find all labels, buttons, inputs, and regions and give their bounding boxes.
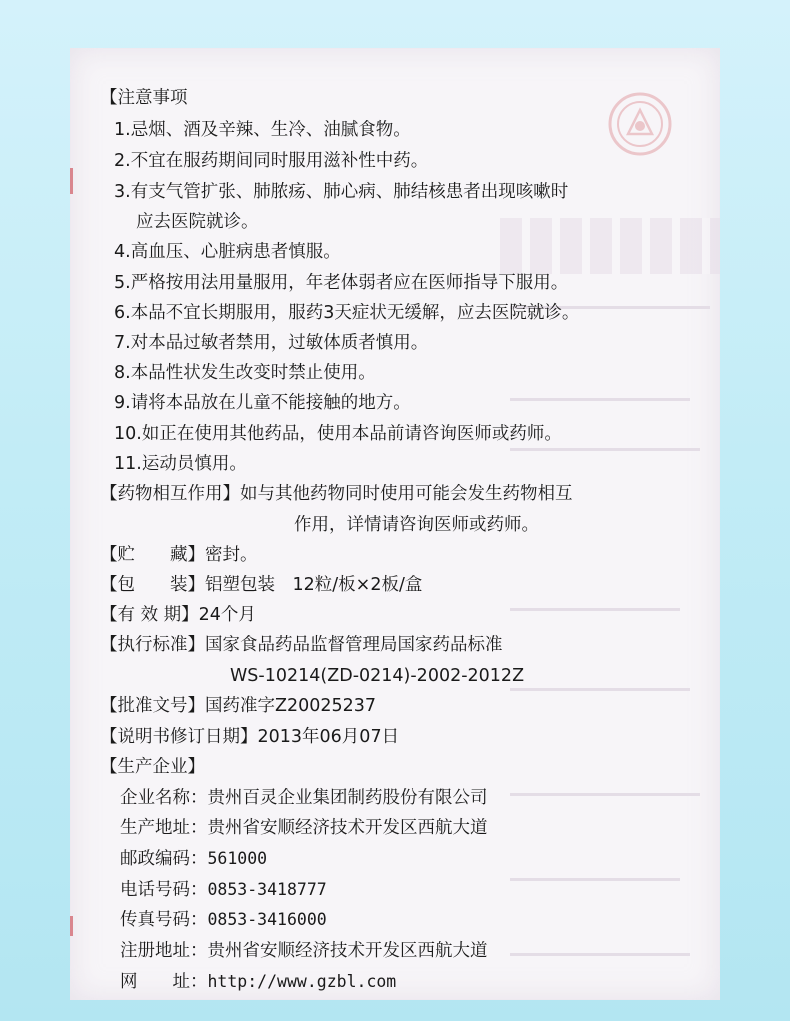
field-value: 561000 <box>207 849 268 868</box>
interaction-section <box>100 486 573 504</box>
notes-item-8: 8.本品性状发生改变时禁止使用。 <box>114 363 376 383</box>
interaction-label: 【药物相互作用】 <box>100 484 240 504</box>
manufacturer-field-fax <box>120 912 327 930</box>
field-value: 贵州省安顺经济技术开发区西航大道 <box>207 941 488 961</box>
field-label: 注册地址： <box>120 941 208 961</box>
interaction-text-line-2: 作用，详情请咨询医师或药师。 <box>294 515 539 535</box>
manufacturer-field-address <box>120 820 488 838</box>
interaction-text-line-1: 如与其他药物同时使用可能会发生药物相互 <box>240 484 573 504</box>
notes-item-3: 3.有支气管扩张、肺脓疡、肺心病、肺结核患者出现咳嗽时 <box>114 182 569 202</box>
standard-text-line-1: 国家食品药品监督管理局国家药品标准 <box>205 635 503 655</box>
manufacturer-field-phone <box>120 882 327 900</box>
standard-text-line-2: WS-10214(ZD-0214)-2002-2012Z <box>230 666 525 686</box>
validity-row <box>100 607 256 625</box>
approval-label: 【批准文号】 <box>100 696 205 716</box>
manufacturer-header: 【生产企业】 <box>100 757 205 777</box>
notes-header: 【注意事项 <box>100 88 188 108</box>
notes-item-1: 1.忌烟、酒及辛辣、生冷、油腻食物。 <box>114 120 411 140</box>
storage-value: 密封。 <box>205 545 258 565</box>
approval-row <box>100 698 376 716</box>
notes-item-10: 10.如正在使用其他药品，使用本品前请咨询医师或药师。 <box>114 424 562 444</box>
manufacturer-field-website <box>120 974 396 992</box>
field-label: 电话号码： <box>120 880 208 900</box>
package-row <box>100 577 422 595</box>
notes-item-9: 9.请将本品放在儿童不能接触的地方。 <box>114 393 411 413</box>
field-label: 企业名称： <box>120 788 208 808</box>
manufacturer-field-postcode <box>120 851 267 869</box>
notes-item-2: 2.不宜在服药期间同时服用滋补性中药。 <box>114 151 429 171</box>
notes-item-3-continued: 应去医院就诊。 <box>136 212 259 232</box>
notes-item-11: 11.运动员慎用。 <box>114 454 247 474</box>
package-label: 【包 装】 <box>100 575 205 595</box>
storage-row <box>100 547 258 565</box>
manufacturer-field-company <box>120 790 488 808</box>
field-label: 网 址： <box>120 972 208 992</box>
field-label: 邮政编码： <box>120 849 208 869</box>
instruction-leaflet <box>70 48 720 1000</box>
revision-row <box>100 729 399 747</box>
website-link[interactable]: http://www.gzbl.com <box>207 972 397 991</box>
validity-label: 【有 效 期】 <box>100 605 199 625</box>
revision-label: 【说明书修订日期】 <box>100 727 258 747</box>
manufacturer-field-registered-address <box>120 943 488 961</box>
storage-label: 【贮 藏】 <box>100 545 205 565</box>
notes-item-5: 5.严格按用法用量服用，年老体弱者应在医师指导下服用。 <box>114 273 569 293</box>
notes-item-4: 4.高血压、心脏病患者慎服。 <box>114 242 341 262</box>
field-value: 0853-3418777 <box>207 880 327 899</box>
notes-item-7: 7.对本品过敏者禁用，过敏体质者慎用。 <box>114 333 429 353</box>
revision-value: 2013年06月07日 <box>257 727 400 747</box>
validity-value: 24个月 <box>198 605 256 625</box>
package-value: 铝塑包装 12粒/板×2板/盒 <box>205 575 423 595</box>
standard-label: 【执行标准】 <box>100 635 205 655</box>
standard-row <box>100 637 503 655</box>
field-value: 0853-3416000 <box>207 910 327 929</box>
field-label: 生产地址： <box>120 818 208 838</box>
approval-value: 国药准字Z20025237 <box>205 696 377 716</box>
field-label: 传真号码： <box>120 910 208 930</box>
field-value: 贵州百灵企业集团制药股份有限公司 <box>207 788 488 808</box>
field-value: 贵州省安顺经济技术开发区西航大道 <box>207 818 488 838</box>
notes-item-6: 6.本品不宜长期服用，服药3天症状无缓解，应去医院就诊。 <box>114 303 580 323</box>
